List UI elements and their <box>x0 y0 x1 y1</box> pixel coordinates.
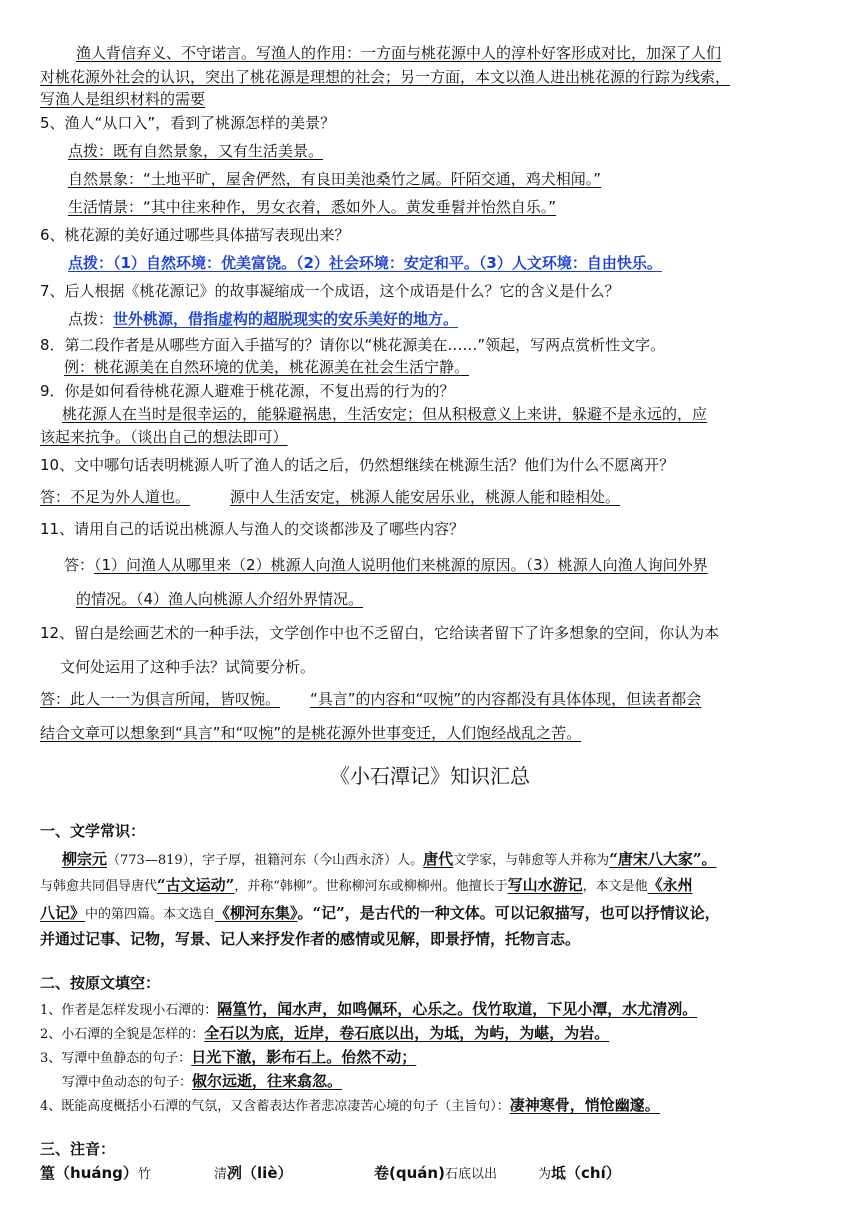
yongzhou-part-2: 八记》 <box>40 904 86 922</box>
author-name: 柳宗元 <box>62 850 108 868</box>
answer-12-line-2: 结合文章可以想象到“具言”和“叹惋”的是桃花源外世事变迁，人们饱经战乱之苦。 <box>40 724 582 742</box>
fill-item-3 <box>40 1046 820 1070</box>
section-title: 《小石潭记》知识汇总 <box>330 764 530 788</box>
fill-q2: 2、小石潭的全貌是怎样的： <box>40 1027 205 1042</box>
answer-10-reason: 源中人生活安定，桃源人能安居乐业，桃源人能和睦相处。 <box>230 488 621 506</box>
literature-text-4: ，并称“韩柳”。世称柳河东或柳柳州。他擅长于 <box>234 879 508 894</box>
pinyin-item-4: 为坻（chí） <box>538 1164 621 1182</box>
answer-9-line-1 <box>40 403 820 425</box>
fill-item-4 <box>40 1094 820 1118</box>
question-11: 11、请用自己的话说出桃源人与渔人的交谈都涉及了哪些内容？ <box>40 520 465 538</box>
answer-9-text-1: 桃花源人在当时是很幸运的，能躲避祸患，生活安定；但从积极意义上来讲，躲避不是永远的，应 <box>62 405 708 423</box>
fill-q1: 1、作者是怎样发现小石潭的： <box>40 1003 218 1018</box>
fill-item-1 <box>40 998 820 1022</box>
heading-fill: 二、按原文填空： <box>40 974 161 992</box>
question-9: 9．你是如何看待桃花源人避难于桃花源，不复出焉的行为的？ <box>40 382 455 400</box>
heading-pinyin: 三、注音： <box>40 1140 116 1158</box>
pinyin-item-1: 篁（huáng）竹 <box>40 1164 151 1182</box>
answer-5-hint: 点拨：既有自然景象，又有生活美景。 <box>68 142 324 160</box>
fill-a1: 隔篁竹，闻水声，如鸣佩环，心乐之。伐竹取道，下见小潭，水尤清冽。 <box>217 1000 698 1018</box>
literature-text-6: 中的第四篇。本文选自 <box>85 907 216 922</box>
intro-line-2: 对桃花源外社会的认识，突出了桃花源是理想的社会；另一方面，本文以渔人进出桃花源的行踪为线索， <box>40 68 731 86</box>
dynasty: 唐代 <box>423 850 454 868</box>
fill-a2: 全石以为底，近岸，卷石底以出，为坻，为屿，为嵁，为岩。 <box>204 1024 610 1042</box>
intro-text-1: 渔人背信弃义、不守诺言。写渔人的作用： <box>76 44 362 62</box>
fill-q3b: 写潭中鱼动态的句子： <box>62 1075 193 1090</box>
answer-11-line-1 <box>64 554 820 576</box>
answer-10 <box>40 486 820 508</box>
literature-text-7: 。“记”，是古代的一种文体。可以记叙描写，也可以抒情议论， <box>297 904 720 922</box>
question-6: 6、桃花源的美好通过哪些具体描写表现出来？ <box>40 226 350 244</box>
answer-11-line-2: 的情况。（4）渔人向桃源人介绍外界情况。 <box>76 590 364 608</box>
answer-7-text: 世外桃源，借指虚构的超脱现实的安乐美好的地方。 <box>113 310 459 328</box>
answer-5-life: 生活情景：“其中往来种作，男女衣着，悉如外人。黄发垂髫并怡然自乐。” <box>68 198 557 216</box>
hedong-collection: 《柳河东集》 <box>215 904 298 922</box>
tang-song-eight: “唐宋八大家”。 <box>609 850 717 868</box>
yongzhou-part-1: 《永州 <box>647 876 693 894</box>
answer-8: 例：桃花源美在自然环境的优美，桃花源美在社会生活宁静。 <box>64 358 470 376</box>
answer-6: 点拨：（1）自然环境：优美富饶。（2）社会环境：安定和平。（3）人文环境：自由快乐。 <box>68 254 662 272</box>
answer-12-quote: 答：此人一一为俱言所闻，皆叹惋。 <box>40 690 281 708</box>
intro-line-3: 写渔人是组织材料的需要 <box>40 90 206 108</box>
pinyin-item-2: 清冽（liè） <box>214 1164 293 1182</box>
answer-10-quote: 答：不足为外人道也。 <box>40 488 191 506</box>
fill-a3: 日光下澈，影布石上。佁然不动； <box>191 1048 417 1066</box>
literature-text-5: ，本文是他 <box>582 879 648 894</box>
pinyin-item-3: 卷(quán)石底以出 <box>374 1164 497 1182</box>
intro-text-1b: 一方面与桃花源中人的淳朴好客形成对比，加深了人们 <box>361 44 722 62</box>
question-8: 8．第二段作者是从哪些方面入手描写的？请你以“桃花源美在……”领起，写两点赏析性文字。 <box>40 336 666 354</box>
guwen-movement: “古文运动” <box>157 876 235 894</box>
literature-text-2: 文学家，与韩愈等人并称为 <box>453 853 610 868</box>
answer-11-text-1: （1）问渔人从哪里来（2）桃源人向渔人说明他们来桃源的原因。（3）桃源人向渔人询问外界 <box>94 556 708 574</box>
literature-line-1 <box>40 848 820 872</box>
literature-text-3: 与韩愈共同倡导唐代 <box>40 879 158 894</box>
answer-7 <box>68 308 820 330</box>
literature-line-3 <box>40 902 820 926</box>
literature-line-2 <box>40 874 820 898</box>
literature-text-1: （773—819），字子厚，祖籍河东（今山西永济）人。 <box>107 853 424 868</box>
heading-literature: 一、文学常识： <box>40 822 146 840</box>
fill-a3b: 俶尔远逝，往来翕忽。 <box>192 1072 343 1090</box>
question-10: 10、文中哪句话表明桃源人听了渔人的话之后，仍然想继续在桃源生活？他们为什么不愿离开？ <box>40 456 675 474</box>
question-7: 7、后人根据《桃花源记》的故事凝缩成一个成语，这个成语是什么？它的含义是什么？ <box>40 282 620 300</box>
fill-q4: 4、既能高度概括小石潭的气氛，又含蓄表达作者悲凉凄苦心境的句子（主旨句）： <box>40 1099 510 1114</box>
question-12-line-1: 12、留白是绘画艺术的一种手法，文学创作中也不乏留白，它给读者留下了许多想象的空间，你认为本 <box>40 624 720 642</box>
answer-11-label: 答： <box>64 556 95 574</box>
fill-q3: 3、写潭中鱼静态的句子： <box>40 1051 192 1066</box>
landscape-travel: 写山水游记 <box>507 876 583 894</box>
answer-9-line-2: 该起来抗争。（谈出自己的想法即可） <box>40 428 288 446</box>
literature-line-4: 并通过记事、记物，写景、记人来抒发作者的感情或见解，即景抒情，托物言志。 <box>40 930 581 948</box>
fill-a4: 凄神寒骨，悄怆幽邃。 <box>509 1096 660 1114</box>
answer-12-line-1 <box>40 688 820 710</box>
fill-item-2 <box>40 1022 820 1046</box>
answer-5-natural: 自然景象：“土地平旷，屋舍俨然，有良田美池桑竹之属。阡陌交通，鸡犬相闻。” <box>68 170 602 188</box>
question-5: 5、渔人“从口入”，看到了桃源怎样的美景？ <box>40 114 336 132</box>
answer-7-label: 点拨： <box>68 310 114 328</box>
intro-line-1 <box>40 42 820 64</box>
answer-12-analysis: “具言”的内容和“叹惋”的内容都没有具体体现，但读者都会 <box>310 690 702 708</box>
fill-item-3b <box>62 1070 820 1094</box>
question-12-line-2: 文何处运用了这种手法？试简要分析。 <box>60 658 316 676</box>
